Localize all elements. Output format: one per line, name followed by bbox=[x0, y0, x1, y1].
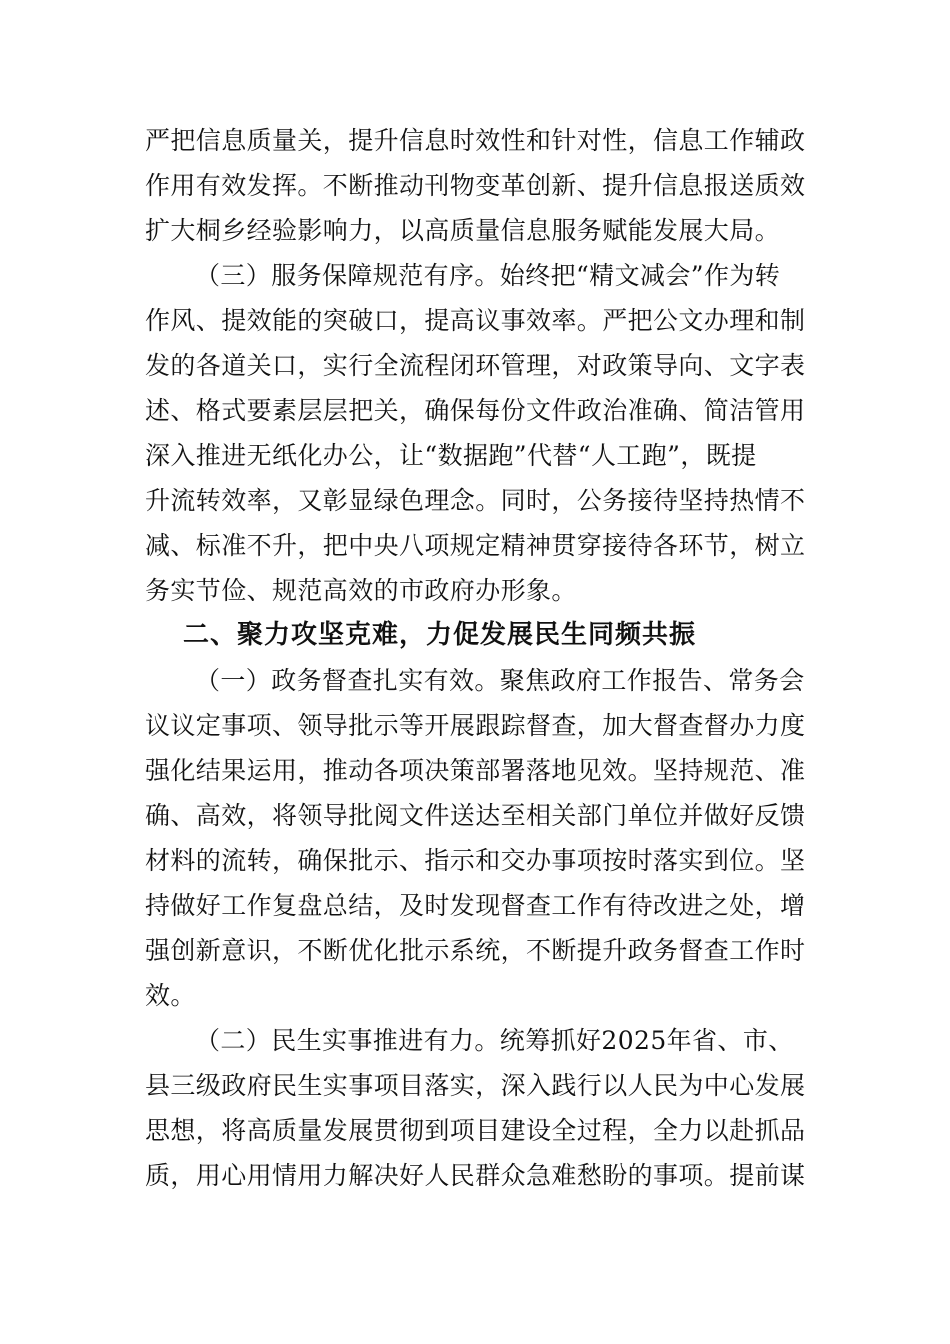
text-line: （二）民生实事推进有力。统筹抓好2025年省、市、 bbox=[195, 1026, 794, 1055]
text-line: 减、标准不升，把中央八项规定精神贯穿接待各环节，树立 bbox=[145, 531, 806, 560]
text-line: 持做好工作复盘总结，及时发现督查工作有待改进之处，增 bbox=[145, 891, 806, 920]
text-line: 严把信息质量关，提升信息时效性和针对性，信息工作辅政 bbox=[145, 126, 806, 155]
text-line: 述、格式要素层层把关，确保每份文件政治准确、简洁管用 bbox=[145, 396, 806, 425]
text-line: 扩大桐乡经验影响力，以高质量信息服务赋能发展大局。 bbox=[145, 216, 781, 245]
text-line: 质，用心用情用力解决好人民群众急难愁盼的事项。提前谋 bbox=[145, 1161, 806, 1190]
document-page bbox=[145, 118, 810, 1198]
text-line: 作风、提效能的突破口，提高议事效率。严把公文办理和制 bbox=[145, 306, 806, 335]
text-line: 作用有效发挥。不断推动刊物变革创新、提升信息报送质效 bbox=[145, 171, 806, 200]
text-line: 升流转效率，又彰显绿色理念。同时，公务接待坚持热情不 bbox=[145, 486, 806, 515]
text-line: 确、高效，将领导批阅文件送达至相关部门单位并做好反馈 bbox=[145, 801, 806, 830]
text-line: （三）服务保障规范有序。始终把“精文减会”作为转 bbox=[195, 261, 781, 290]
text-line: 发的各道关口，实行全流程闭环管理，对政策导向、文字表 bbox=[145, 351, 806, 380]
section-heading: 二、聚力攻坚克难，力促发展民生同频共振 bbox=[183, 620, 697, 650]
text-line: 思想，将高质量发展贯彻到项目建设全过程，全力以赴抓品 bbox=[145, 1116, 806, 1145]
text-line: 议议定事项、领导批示等开展跟踪督查，加大督查督办力度 bbox=[145, 711, 806, 740]
text-line: 深入推进无纸化办公，让“数据跑”代替“人工跑”，既提 bbox=[145, 441, 757, 470]
text-line: 强化结果运用，推动各项决策部署落地见效。坚持规范、准 bbox=[145, 756, 806, 785]
text-line: （一）政务督查扎实有效。聚焦政府工作报告、常务会 bbox=[195, 666, 805, 695]
text-line: 材料的流转，确保批示、指示和交办事项按时落实到位。坚 bbox=[145, 846, 806, 875]
text-line: 效。 bbox=[145, 981, 196, 1010]
text-line: 务实节俭、规范高效的市政府办形象。 bbox=[145, 576, 577, 605]
text-line: 县三级政府民生实事项目落实，深入践行以人民为中心发展 bbox=[145, 1071, 806, 1100]
text-line: 强创新意识，不断优化批示系统，不断提升政务督查工作时 bbox=[145, 936, 806, 965]
